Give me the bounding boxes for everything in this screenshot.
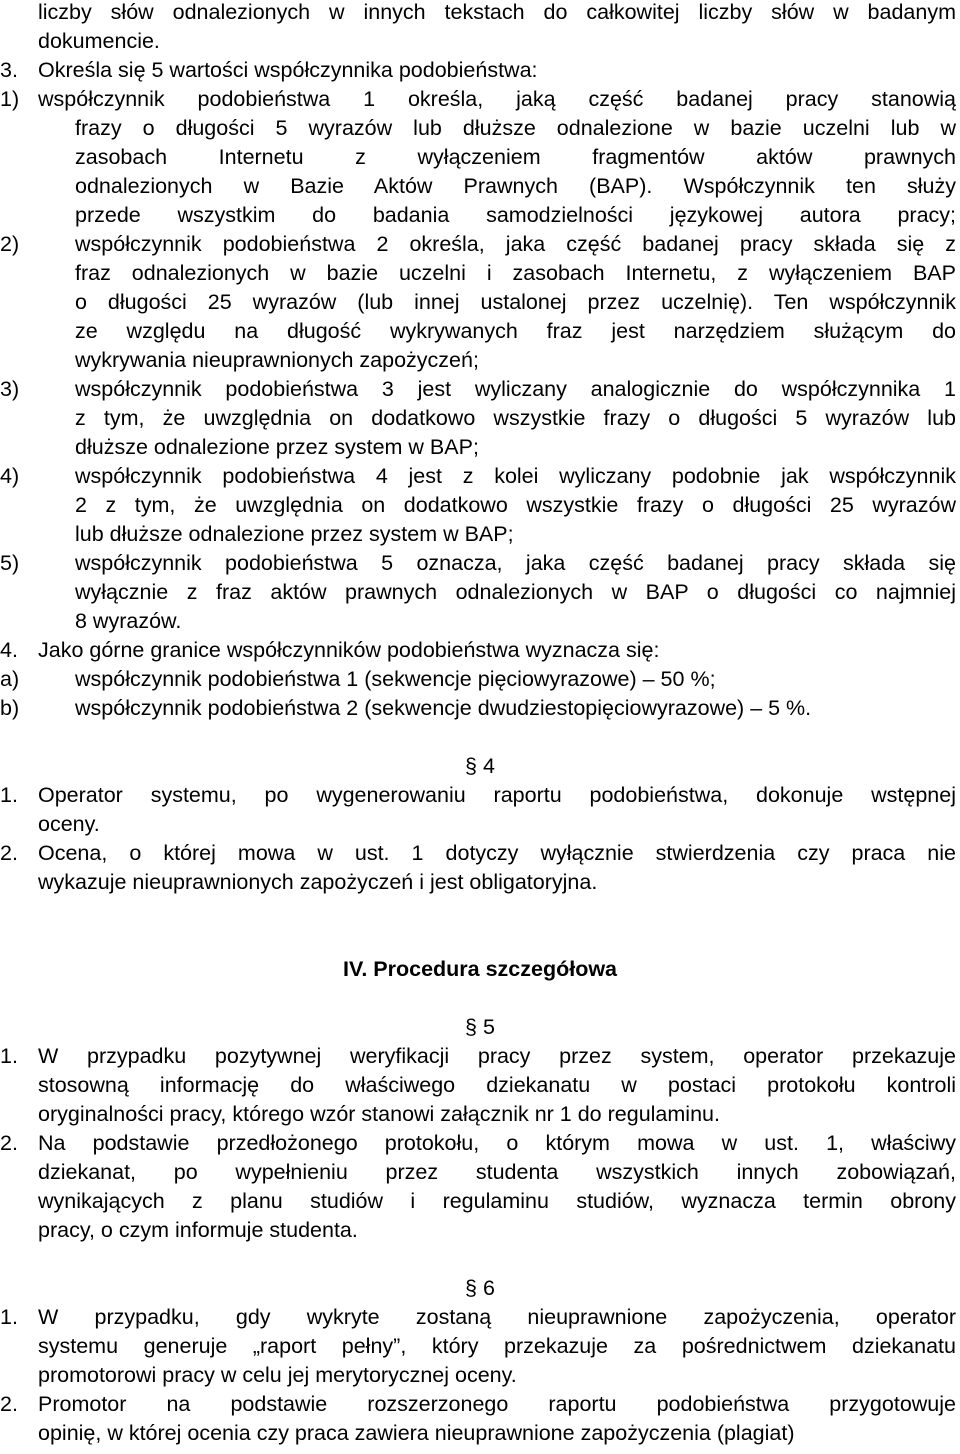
text-line: współczynnik podobieństwa 1 (sekwencje pięciowyrazowe) – 50 %; — [75, 667, 716, 691]
text-line: z tym, że uwzględnia on dodatkowo wszystkie frazy o długości 5 wyrazów lub — [75, 406, 956, 430]
text-line: pracy, o czym informuje studenta. — [38, 1218, 358, 1242]
text-line: frazy o długości 5 wyrazów lub dłuższe odnalezione w bazie uczelni lub w — [75, 116, 956, 140]
subitem-number: 2) — [0, 232, 20, 256]
text-line: W przypadku pozytywnej weryfikacji pracy przez system, operator przekazuje — [38, 1044, 956, 1068]
subitem-number: b) — [0, 696, 20, 720]
text-line: dłuższe odnalezione przez system w BAP; — [75, 435, 479, 459]
item-number: 2. — [0, 1131, 18, 1155]
subitem-number: 3) — [0, 377, 20, 401]
text-line: lub dłuższe odnalezione przez system w BAP; — [75, 522, 514, 546]
text-line: Promotor na podstawie rozszerzonego raportu podobieństwa przygotowuje — [38, 1392, 956, 1416]
text-line: Jako górne granice współczynników podobieństwa wyznacza się: — [38, 638, 660, 662]
text-line: promotorowi pracy w celu jej merytorycznej oceny. — [38, 1363, 517, 1387]
text-line: zasobach Internetu z wyłączeniem fragmentów aktów prawnych — [75, 145, 956, 169]
item-number: 1. — [0, 1044, 18, 1068]
text-line: współczynnik podobieństwa 3 jest wyliczany analogicznie do współczynnika 1 — [75, 377, 956, 401]
item-number: 1. — [0, 783, 18, 807]
text-line: odnalezionych w Bazie Aktów Prawnych (BAP). Współczynnik ten służy — [75, 174, 956, 198]
text-line: oryginalności pracy, którego wzór stanowi załącznik nr 1 do regulaminu. — [38, 1102, 720, 1126]
item-number: 1. — [0, 1305, 18, 1329]
text-line: wyłącznie z fraz aktów prawnych odnalezionych w BAP o długości co najmniej — [75, 580, 956, 604]
chapter-heading: IV. Procedura szczegółowa — [342, 957, 618, 981]
text-line: fraz odnalezionych w bazie uczelni i zasobach Internetu, z wyłączeniem BAP — [75, 261, 956, 285]
subitem-number: 1) — [0, 87, 20, 111]
text-line: współczynnik podobieństwa 2 określa, jaka część badanej pracy składa się z — [75, 232, 956, 256]
text-line: ze względu na długość wykrywanych fraz jest narzędziem służącym do — [75, 319, 956, 343]
subitem-number: a) — [0, 667, 20, 691]
section-heading: § 5 — [465, 1015, 495, 1039]
text-line: stosowną informację do właściwego dziekanatu w postaci protokołu kontroli — [38, 1073, 956, 1097]
text-line: oceny. — [38, 812, 100, 836]
text-line: współczynnik podobieństwa 2 (sekwencje dwudziestopięciowyrazowe) – 5 %. — [75, 696, 812, 720]
section-heading: § 4 — [465, 754, 495, 778]
subitem-number: 5) — [0, 551, 20, 575]
text-line: liczby słów odnalezionych w innych tekstach do całkowitej liczby słów w badanym — [38, 0, 956, 24]
text-line: systemu generuje „raport pełny”, który przekazuje za pośrednictwem dziekanatu — [38, 1334, 956, 1358]
text-line: przede wszystkim do badania samodzielności językowej autora pracy; — [75, 203, 956, 227]
text-line: Ocena, o której mowa w ust. 1 dotyczy wyłącznie stwierdzenia czy praca nie — [38, 841, 956, 865]
text-line: 2 z tym, że uwzględnia on dodatkowo wszystkie frazy o długości 25 wyrazów — [75, 493, 956, 517]
item-number: 4. — [0, 638, 18, 662]
text-line: o długości 25 wyrazów (lub innej ustalonej przez uczelnię). Ten współczynnik — [75, 290, 956, 314]
text-line: Na podstawie przedłożonego protokołu, o którym mowa w ust. 1, właściwy — [38, 1131, 956, 1155]
text-line: współczynnik podobieństwa 1 określa, jaką część badanej pracy stanowią — [38, 87, 956, 111]
subitem-number: 4) — [0, 464, 20, 488]
text-line: opinię, w której ocenia czy praca zawiera nieuprawnione zapożyczenia (plagiat) — [38, 1421, 795, 1445]
text-line: W przypadku, gdy wykryte zostaną nieuprawnione zapożyczenia, operator — [38, 1305, 956, 1329]
text-line: dokumencie. — [38, 29, 160, 53]
section-heading: § 6 — [465, 1276, 495, 1300]
text-line: Określa się 5 wartości współczynnika podobieństwa: — [38, 58, 538, 82]
text-line: wykazuje nieuprawnionych zapożyczeń i jest obligatoryjna. — [38, 870, 598, 894]
text-line: dziekanat, po wypełnieniu przez studenta wszystkich innych zobowiązań, — [38, 1160, 956, 1184]
item-number: 2. — [0, 841, 18, 865]
text-line: Operator systemu, po wygenerowaniu raportu podobieństwa, dokonuje wstępnej — [38, 783, 956, 807]
text-line: 8 wyrazów. — [75, 609, 182, 633]
item-number: 3. — [0, 58, 18, 82]
text-line: wykrywania nieuprawnionych zapożyczeń; — [75, 348, 479, 372]
text-line: współczynnik podobieństwa 4 jest z kolei wyliczany podobnie jak współczynnik — [75, 464, 956, 488]
item-number: 2. — [0, 1392, 18, 1416]
text-line: współczynnik podobieństwa 5 oznacza, jaka część badanej pracy składa się — [75, 551, 956, 575]
text-line: wynikających z planu studiów i regulaminu studiów, wyznacza termin obrony — [38, 1189, 956, 1213]
